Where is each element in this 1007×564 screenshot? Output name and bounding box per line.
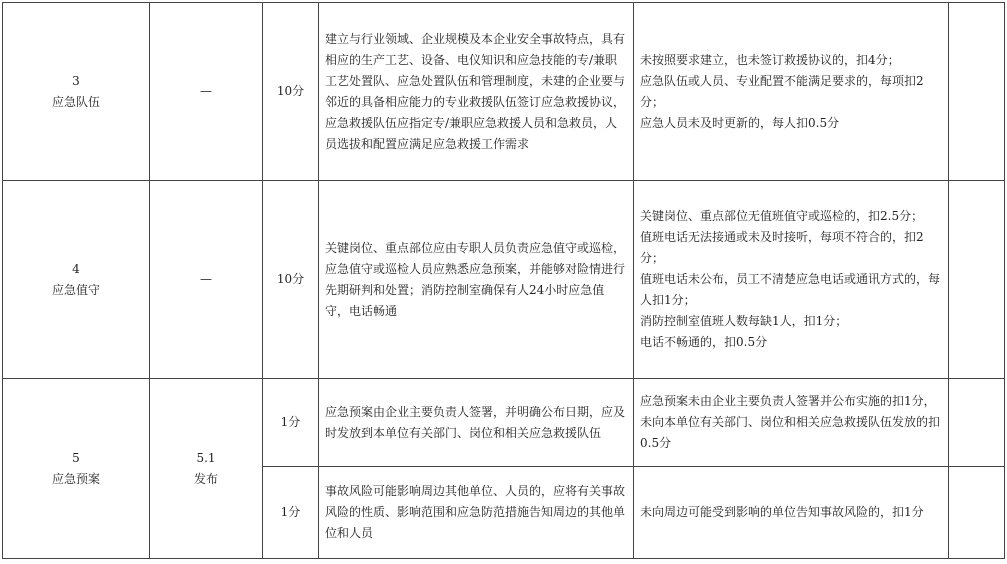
- table-row: [3, 181, 1005, 379]
- score-cell: 1分: [263, 379, 319, 467]
- sub-item-cell: [150, 379, 263, 559]
- deduction-cell: [634, 379, 949, 467]
- item-cell: [3, 3, 150, 181]
- deduction-line: 应急人员未及时更新的，每人扣0.5分: [640, 115, 840, 130]
- deduction-line: 应急队伍或人员、专业配置不能满足要求的，每项扣2分；: [640, 73, 924, 109]
- sub-item-number: 5.1: [196, 450, 216, 465]
- scoring-table: [2, 2, 1005, 559]
- item-number: 4: [72, 261, 80, 276]
- item-cell: [3, 181, 150, 379]
- sub-item-cell: —: [150, 181, 263, 379]
- content-cell: 关键岗位、重点部位应由专职人员负责应急值守或巡检，应急值守或巡检人员应熟悉应急预案，并能够对险情进行先期研判和处置；消防控制室确保有人24小时应急值守，电话畅通: [319, 181, 634, 379]
- deduction-cell: [634, 181, 949, 379]
- remarks-cell: [949, 467, 1005, 559]
- remarks-cell: [949, 181, 1005, 379]
- deduction-line: 值班电话无法接通或未及时接听，每项不符合的，扣2分；: [640, 230, 924, 265]
- deduction-line: 值班电话未公布，员工不清楚应急电话或通讯方式的，每人扣1分；: [640, 272, 941, 307]
- item-cell: [3, 379, 150, 559]
- content-cell: 应急预案由企业主要负责人签署，并明确公布日期，应及时发放到本单位有关部门、岗位和相关应急救援队伍: [319, 379, 634, 467]
- sub-item-cell: —: [150, 3, 263, 181]
- sub-item-name: 发布: [193, 471, 218, 486]
- item-number: 5: [72, 450, 80, 465]
- deduction-cell: [634, 3, 949, 181]
- remarks-cell: [949, 379, 1005, 467]
- item-name: 应急值守: [51, 282, 100, 297]
- content-cell: 事故风险可能影响周边其他单位、人员的，应将有关事故风险的性质、影响范围和应急防范措施告知周边的其他单位和人员: [319, 467, 634, 559]
- remarks-cell: [949, 3, 1005, 181]
- deduction-line: 电话不畅通的，扣0.5分: [640, 335, 768, 349]
- score-cell: 10分: [263, 181, 319, 379]
- score-cell: 1分: [263, 467, 319, 559]
- watermark: ​: [90, 300, 118, 322]
- content-cell: 建立与行业领域、企业规模及本企业安全事故特点，具有相应的生产工艺、设备、电仪知识和应急技能的专/兼职工艺处置队、应急处置队伍和管理制度，未建的企业要与邻近的具备相应能力的专业救援队伍签订应急救援协议，应急救援队伍应指定专/兼职应急救援人员和急救员，人员选拔和配置应满足应急救援工作需求: [319, 3, 634, 181]
- deduction-line: 应急预案未由企业主要负责人签署并公布实施的扣1分，未向本单位有关部门、岗位和相关应急救援队伍发放的扣0.5分: [640, 394, 941, 450]
- table-row: [3, 3, 1005, 181]
- deduction-line: 关键岗位、重点部位无值班值守或巡检的，扣2.5分；: [640, 209, 924, 223]
- item-number: 3: [72, 73, 80, 88]
- deduction-cell: [634, 467, 949, 559]
- score-cell: 10分: [263, 3, 319, 181]
- deduction-line: 未按照要求建立，也未签订救援协议的，扣4分；: [640, 52, 900, 67]
- deduction-line: 未向周边可能受到影响的单位告知事故风险的，扣1分: [640, 505, 924, 519]
- item-name: 应急队伍: [51, 94, 100, 109]
- table-row: [3, 379, 1005, 467]
- deduction-line: 消防控制室值班人数每缺1人，扣1分；: [640, 314, 848, 328]
- item-name: 应急预案: [51, 471, 100, 486]
